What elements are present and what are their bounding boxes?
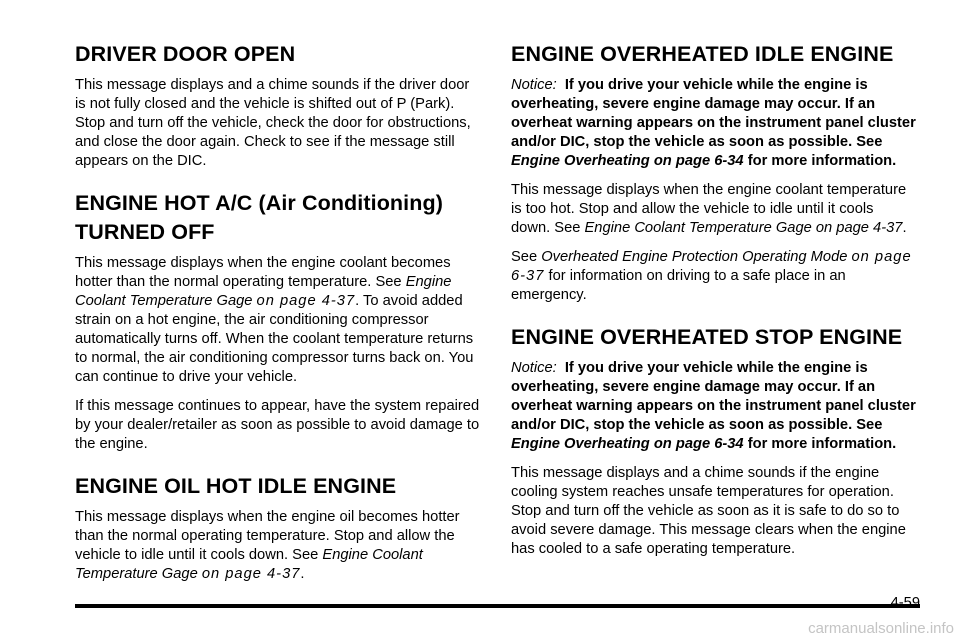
text-span: for information on driving to a safe place in an emergency. xyxy=(511,268,846,303)
notice-label: Notice: xyxy=(511,77,557,93)
reference-page: on page 4-37 xyxy=(201,566,301,582)
text-span: for more information. xyxy=(747,436,897,452)
heading-engine-oil-hot: ENGINE OIL HOT IDLE ENGINE xyxy=(75,474,397,498)
reference-title: Engine Coolant Temperature Gage xyxy=(75,547,423,582)
paragraph-overheated-idle-2 xyxy=(511,248,916,305)
paragraph-engine-oil-hot xyxy=(75,508,480,584)
text-span: If you drive your vehicle while the engine is overheating, severe engine damage may occur. If an overheat warning appears on the instrument panel cluster and/or DIC, stop the vehicle as soon as possible. See xyxy=(511,360,916,433)
notice-label: Notice: xyxy=(511,360,557,376)
heading-engine-overheated-stop: ENGINE OVERHEATED STOP ENGINE xyxy=(511,325,903,349)
text-span: . To avoid added strain on a hot engine, the air conditioning compressor automatically turns off. When the coolant temperature returns to normal, the air conditioning compressor turns back on. You can continue to drive your vehicle. xyxy=(75,293,474,385)
paragraph-engine-hot-2: If this message continues to appear, have the system repaired by your dealer/retailer as soon as possible to avoid damage to the engine. xyxy=(75,398,480,452)
cross-reference[interactable]: Engine Overheating on page 6-34 xyxy=(511,436,744,452)
text-span: This message displays when the engine coolant temperature is too hot. Stop and allow the vehicle to idle until it cools down. See xyxy=(511,182,907,236)
paragraph-engine-hot-1 xyxy=(75,254,480,387)
cross-reference[interactable]: Engine Coolant Temperature Gage on page 4-37 xyxy=(584,220,903,236)
right-column xyxy=(511,40,916,569)
text-span: . xyxy=(902,220,907,236)
page-number: 4-59 xyxy=(890,595,920,611)
notice-overheated-idle xyxy=(511,76,916,171)
reference-title: Overheated Engine Protection Operating Mode xyxy=(541,249,848,265)
text-span: for more information. xyxy=(747,153,897,169)
heading-engine-hot-line2: TURNED OFF xyxy=(75,220,215,244)
paragraph-driver-door: This message displays and a chime sounds if the driver door is not fully closed and the vehicle is shifted out of P (Park). Stop and turn off the vehicle, check the door for obstructions, and close the door again. Check to see if the message still appears on the DIC. xyxy=(75,77,471,169)
watermark: carmanualsonline.info xyxy=(808,620,954,637)
text-span: This message displays when the engine coolant becomes hotter than the normal operating temperature. See xyxy=(75,255,451,290)
heading-engine-overheated-idle: ENGINE OVERHEATED IDLE ENGINE xyxy=(511,42,894,66)
heading-engine-hot-ac xyxy=(75,189,480,247)
text-span: If you drive your vehicle while the engine is overheating, severe engine damage may occur. If an overheat warning appears on the instrument panel cluster and/or DIC, stop the vehicle as soon as possible. See xyxy=(511,77,916,150)
text-span: See xyxy=(511,249,538,265)
heading-driver-door-open: DRIVER DOOR OPEN xyxy=(75,42,296,66)
notice-overheated-stop xyxy=(511,359,916,454)
cross-reference[interactable]: Engine Overheating on page 6-34 xyxy=(511,153,744,169)
paragraph-overheated-idle-1 xyxy=(511,181,916,238)
text-span: This message displays when the engine oil becomes hotter than the normal operating temperature. Stop and allow the vehicle to idle until it cools down. See xyxy=(75,509,460,563)
reference-title: Engine Coolant Temperature Gage xyxy=(75,274,452,309)
reference-page: on page 4-37 xyxy=(256,293,356,309)
heading-engine-hot-line1: ENGINE HOT A/C (Air Conditioning) xyxy=(75,191,443,215)
paragraph-overheated-stop: This message displays and a chime sounds if the engine cooling system reaches unsafe temperatures for operation. Stop and turn off the vehicle as soon as it is safe to do so to avoid severe damage. This message clears when the engine has cooled to a safe operating temperature. xyxy=(511,465,906,557)
footer-rule xyxy=(75,604,920,608)
left-column xyxy=(75,40,480,594)
reference-page: on page 6-37 xyxy=(511,249,912,284)
text-span: . xyxy=(300,566,305,582)
